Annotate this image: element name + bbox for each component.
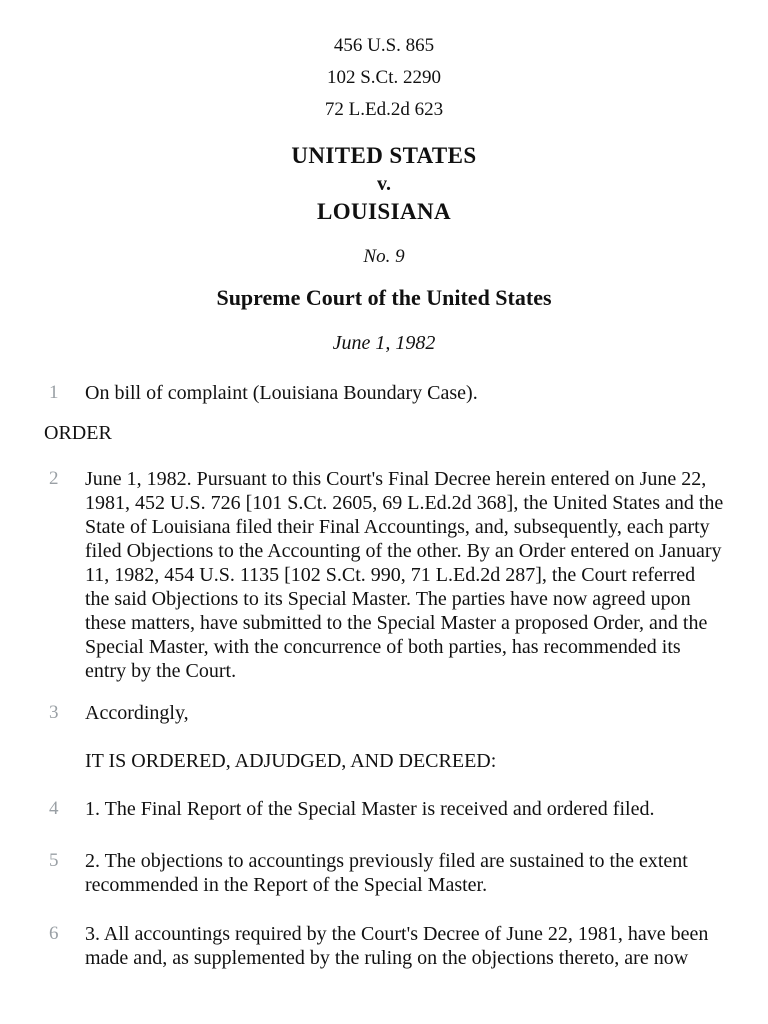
paragraph-4 xyxy=(44,797,724,821)
paragraph-text: 3. All accountings required by the Court's Decree of June 22, 1981, have been made and, as supplemented by the ruling on the objections thereto, are now xyxy=(85,923,709,969)
paragraph-number: 4 xyxy=(49,798,59,819)
document-body xyxy=(44,381,724,970)
paragraph-1 xyxy=(44,381,724,405)
paragraph-text: ORDER xyxy=(44,422,112,444)
citation-us-reports: 456 U.S. 865 xyxy=(333,35,435,56)
case-title-respondent: LOUISIANA xyxy=(317,199,451,224)
paragraph-5 xyxy=(44,849,724,897)
paragraph-6 xyxy=(44,922,724,970)
case-title-petitioner: UNITED STATES xyxy=(291,143,477,168)
paragraph-text: 2. The objections to accountings previously filed are sustained to the extent recommended in the Report of the Special Master. xyxy=(85,850,688,896)
paragraph-3 xyxy=(44,701,724,725)
paragraph-text: June 1, 1982. Pursuant to this Court's Final Decree herein entered on June 22, 1981, 452 U.S. 726 [101 S.Ct. 2605, 69 L.Ed.2d 368], the United States and the State of Louisiana filed their Final Accountings, and, subsequently, each party filed Objections to the Accounting of the other. By an Order entered on January 11, 1982, 454 U.S. 1135 [102 S.Ct. 990, 71 L.Ed.2d 287], the Court referred the said Objections to its Special Master. The parties have now agreed upon these matters, have submitted to the Special Master a proposed Order, and the Special Master, with the concurrence of both parties, has recommended its entry by the Court. xyxy=(85,468,724,682)
docket-number: No. 9 xyxy=(363,246,405,267)
paragraph-number: 3 xyxy=(49,702,59,723)
citation-lawyers-edition: 72 L.Ed.2d 623 xyxy=(324,99,444,120)
paragraph-text: 1. The Final Report of the Special Master is received and ordered filed. xyxy=(85,798,655,820)
citation-supreme-court-reporter: 102 S.Ct. 2290 xyxy=(326,67,442,88)
case-title xyxy=(0,142,768,226)
paragraph-number: 6 xyxy=(49,923,59,944)
paragraph-text: Accordingly, xyxy=(85,702,189,724)
paragraph-2 xyxy=(44,467,724,683)
paragraph-number: 2 xyxy=(49,468,59,489)
case-title-versus: v. xyxy=(377,173,391,195)
paragraph-text: On bill of complaint (Louisiana Boundary Case). xyxy=(85,382,478,404)
paragraph-text: IT IS ORDERED, ADJUDGED, AND DECREED: xyxy=(85,750,497,772)
court-name: Supreme Court of the United States xyxy=(216,285,552,310)
paragraph-number: 5 xyxy=(49,850,59,871)
order-heading xyxy=(44,421,724,445)
decision-date: June 1, 1982 xyxy=(332,332,436,354)
paragraph-number: 1 xyxy=(49,382,59,403)
decree-heading xyxy=(44,749,724,773)
